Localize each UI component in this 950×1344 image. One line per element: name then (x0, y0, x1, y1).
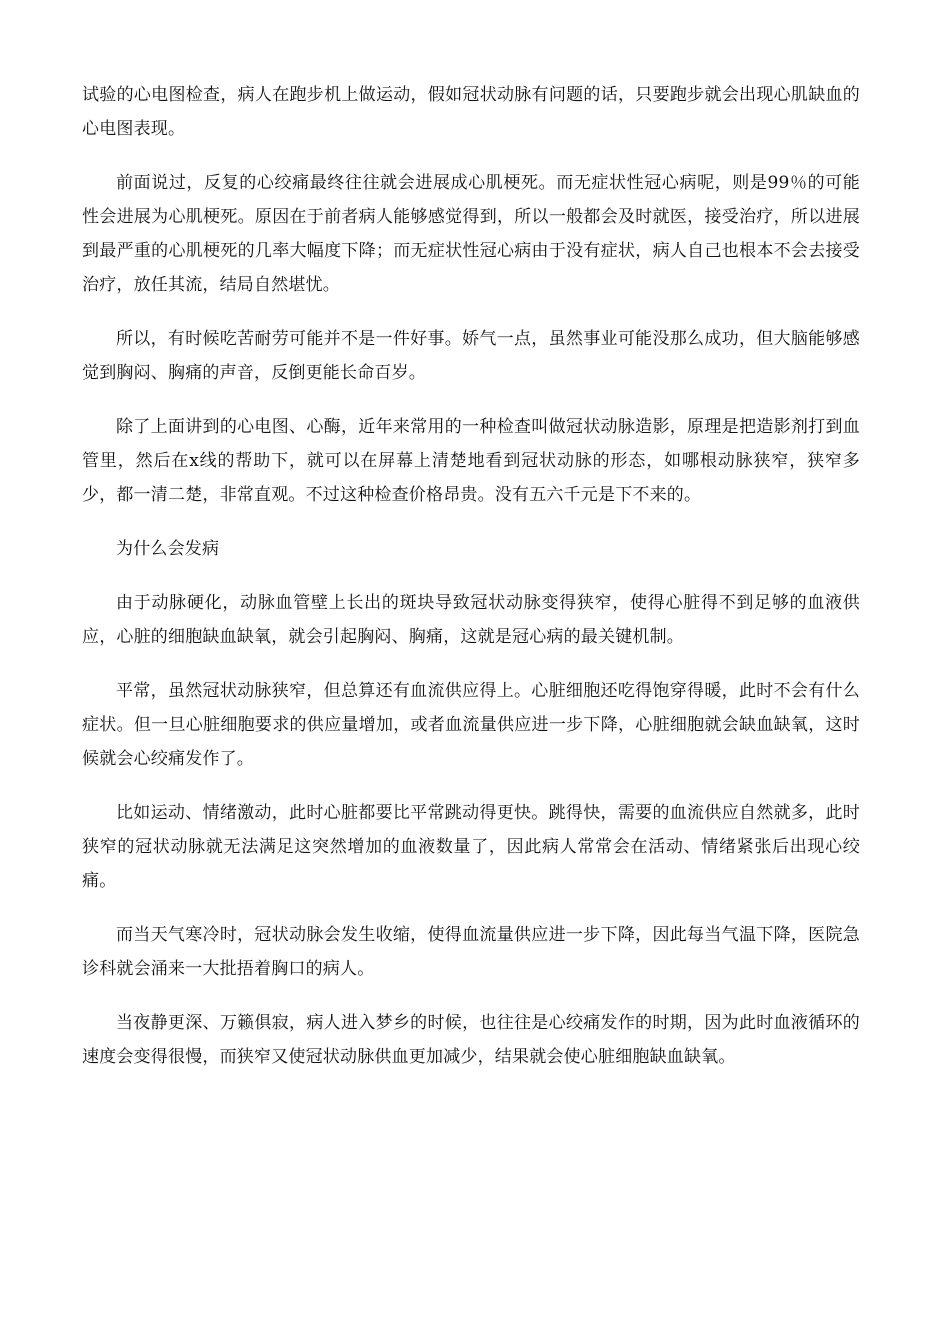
paragraph-angiography: 除了上面讲到的心电图、心酶，近年来常用的一种检查叫做冠状动脉造影，原理是把造影剂打到血管里，然后在x线的帮助下，就可以在屏幕上清楚地看到冠状动脉的形态，如哪根动脉狭窄，狭窄多少，都一清二楚，非常直观。不过这种检查价格昂贵。没有五六千元是下不来的。 (82, 417, 860, 505)
paragraph-normal-state: 平常，虽然冠状动脉狭窄，但总算还有血流供应得上。心脏细胞还吃得饱穿得暖，此时不会有什么症状。但一旦心脏细胞要求的供应量增加，或者血流量供应进一步下降，心脏细胞就会缺血缺氧，这时候就会心绞痛发作了。 (82, 681, 860, 769)
section-heading: 为什么会发病 (116, 539, 220, 559)
document-page (82, 78, 860, 1094)
paragraph-endurance: 所以，有时候吃苦耐劳可能并不是一件好事。娇气一点，虽然事业可能没那么成功，但大脑能够感觉到胸闷、胸痛的声音，反倒更能长命百岁。 (82, 329, 860, 383)
paragraph-myocardial-infarction: 前面说过，反复的心绞痛最终往往就会进展成心肌梗死。而无症状性冠心病呢，则是99％的可能性会进展为心肌梗死。原因在于前者病人能够感觉得到，所以一般都会及时就医，接受治疗，所以进展到最严重的心肌梗死的几率大幅度下降；而无症状性冠心病由于没有症状，病人自己也根本不会去接受治疗，放任其流，结局自然堪忧。 (82, 173, 860, 295)
paragraph-cold-weather: 而当天气寒冷时，冠状动脉会发生收缩，使得血流量供应进一步下降，因此每当气温下降，医院急诊科就会涌来一大批捂着胸口的病人。 (82, 925, 860, 979)
paragraph-night: 当夜静更深、万籁俱寂，病人进入梦乡的时候，也往往是心绞痛发作的时期，因为此时血液循环的速度会变得很慢，而狭窄又使冠状动脉供血更加减少，结果就会使心脏细胞缺血缺氧。 (82, 1013, 860, 1067)
paragraph-exercise: 比如运动、情绪激动，此时心脏都要比平常跳动得更快。跳得快，需要的血流供应自然就多，此时狭窄的冠状动脉就无法满足这突然增加的血液数量了，因此病人常常会在活动、情绪紧张后出现心绞痛。 (82, 803, 860, 891)
paragraph-continuation: 试验的心电图检查，病人在跑步机上做运动，假如冠状动脉有问题的话，只要跑步就会出现心肌缺血的心电图表现。 (82, 85, 860, 139)
paragraph-mechanism: 由于动脉硬化，动脉血管壁上长出的斑块导致冠状动脉变得狭窄，使得心脏得不到足够的血液供应，心脏的细胞缺血缺氧，就会引起胸闷、胸痛，这就是冠心病的最关键机制。 (82, 593, 860, 647)
